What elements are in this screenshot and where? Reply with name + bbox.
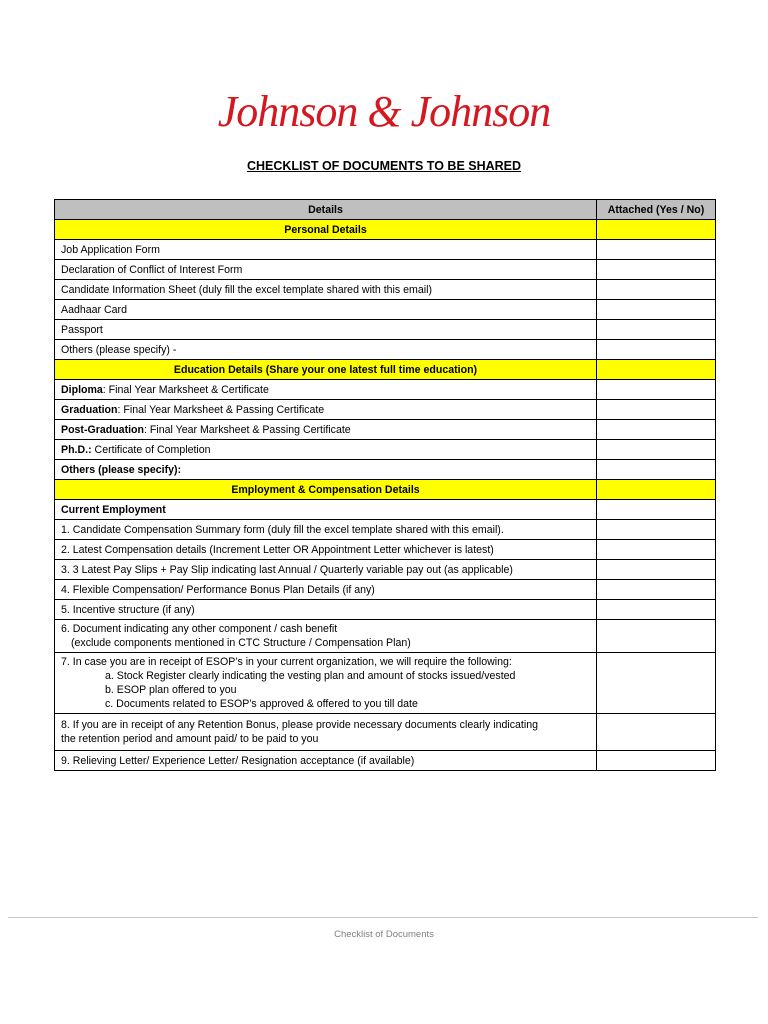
company-logo: Johnson & Johnson: [217, 87, 551, 136]
table-row: [55, 620, 716, 653]
documents-checklist-table: [54, 199, 716, 771]
row-label-text: : Final Year Marksheet & Passing Certificate: [144, 423, 351, 436]
current-employment-heading: Current Employment: [55, 500, 597, 520]
details-column-header: Details: [55, 200, 597, 220]
row-label: [55, 653, 597, 714]
table-row: [55, 560, 716, 580]
row-subitem: a. Stock Register clearly indicating the vesting plan and amount of stocks issued/vested: [105, 670, 516, 682]
row-label: Others (please specify) -: [55, 340, 597, 360]
table-row: [55, 500, 716, 520]
row-label: Passport: [55, 320, 597, 340]
table-row: [55, 340, 716, 360]
row-label-bold: Post-Graduation: [61, 423, 144, 436]
table-row: [55, 280, 716, 300]
table-row: [55, 580, 716, 600]
attached-cell: [597, 320, 716, 340]
attached-cell: [597, 751, 716, 771]
attached-cell: [597, 480, 716, 500]
attached-cell: [597, 600, 716, 620]
row-label: [55, 460, 597, 480]
row-label: [55, 714, 597, 751]
footer-text: Checklist of Documents: [334, 929, 434, 940]
attached-cell: [597, 620, 716, 653]
table-row: [55, 420, 716, 440]
attached-cell: [597, 440, 716, 460]
row-label-text: Certificate of Completion: [91, 443, 211, 456]
attached-cell: [597, 280, 716, 300]
row-label: Aadhaar Card: [55, 300, 597, 320]
row-label-bold: Ph.D.:: [61, 443, 92, 456]
row-label-bold: Others (please specify):: [61, 463, 182, 476]
attached-cell: [597, 220, 716, 240]
attached-cell: [597, 360, 716, 380]
section-education-label: Education Details (Share your one latest full time education): [55, 360, 597, 380]
row-label-text: : Final Year Marksheet & Certificate: [102, 383, 269, 396]
page-title: CHECKLIST OF DOCUMENTS TO BE SHARED: [246, 159, 522, 173]
attached-cell: [597, 420, 716, 440]
row-label: 3. 3 Latest Pay Slips + Pay Slip indicating last Annual / Quarterly variable pay out (as applicable): [55, 560, 597, 580]
footer-divider: [8, 917, 758, 918]
table-row: [55, 260, 716, 280]
table-row: [55, 600, 716, 620]
attached-cell: [597, 340, 716, 360]
attached-cell: [597, 300, 716, 320]
section-row-employment: [55, 480, 716, 500]
section-row-education: [55, 360, 716, 380]
section-personal-label: Personal Details: [55, 220, 597, 240]
row-label-bold: Graduation: [61, 403, 118, 416]
attached-cell: [597, 260, 716, 280]
table-row: [55, 460, 716, 480]
attached-column-header: Attached (Yes / No): [597, 200, 716, 220]
attached-cell: [597, 560, 716, 580]
row-label: 1. Candidate Compensation Summary form (duly fill the excel template shared with this email).: [55, 520, 597, 540]
table-header-row: [55, 200, 716, 220]
attached-cell: [597, 520, 716, 540]
table-row: [55, 714, 716, 751]
row-label: 5. Incentive structure (if any): [55, 600, 597, 620]
row-label: Declaration of Conflict of Interest Form: [55, 260, 597, 280]
table-row: [55, 540, 716, 560]
table-row: [55, 380, 716, 400]
row-label: Candidate Information Sheet (duly fill the excel template shared with this email): [55, 280, 597, 300]
row-line: 6. Document indicating any other component / cash benefit: [61, 623, 338, 635]
attached-cell: [597, 240, 716, 260]
attached-cell: [597, 653, 716, 714]
row-label: [55, 420, 597, 440]
row-label: 9. Relieving Letter/ Experience Letter/ Resignation acceptance (if available): [55, 751, 597, 771]
row-subitem: c. Documents related to ESOP’s approved & offered to you till date: [105, 698, 418, 710]
row-label-bold: Diploma: [61, 383, 103, 396]
table-row: [55, 520, 716, 540]
attached-cell: [597, 380, 716, 400]
row-label: [55, 400, 597, 420]
attached-cell: [597, 400, 716, 420]
table-row: [55, 240, 716, 260]
attached-cell: [597, 500, 716, 520]
table-row: [55, 300, 716, 320]
table-row: [55, 320, 716, 340]
table-row: [55, 751, 716, 771]
table-row: [55, 400, 716, 420]
attached-cell: [597, 580, 716, 600]
row-line: 8. If you are in receipt of any Retention Bonus, please provide necessary documents clearly indicating: [61, 719, 538, 731]
row-label: 4. Flexible Compensation/ Performance Bonus Plan Details (if any): [55, 580, 597, 600]
attached-cell: [597, 460, 716, 480]
table-row: [55, 653, 716, 714]
row-label: [55, 380, 597, 400]
section-row-personal: [55, 220, 716, 240]
row-label: 2. Latest Compensation details (Increment Letter OR Appointment Letter whichever is latest): [55, 540, 597, 560]
row-label-text: : Final Year Marksheet & Passing Certificate: [117, 403, 325, 416]
section-employment-label: Employment & Compensation Details: [55, 480, 597, 500]
row-label: Job Application Form: [55, 240, 597, 260]
row-line: the retention period and amount paid/ to be paid to you: [61, 733, 319, 745]
row-line: 7. In case you are in receipt of ESOP’s in your current organization, we will require the following:: [61, 656, 512, 668]
row-label: [55, 620, 597, 653]
row-subitem: b. ESOP plan offered to you: [105, 684, 237, 696]
table-row: [55, 440, 716, 460]
row-line: (exclude components mentioned in CTC Structure / Compensation Plan): [71, 637, 411, 649]
attached-cell: [597, 540, 716, 560]
row-label: [55, 440, 597, 460]
attached-cell: [597, 714, 716, 751]
